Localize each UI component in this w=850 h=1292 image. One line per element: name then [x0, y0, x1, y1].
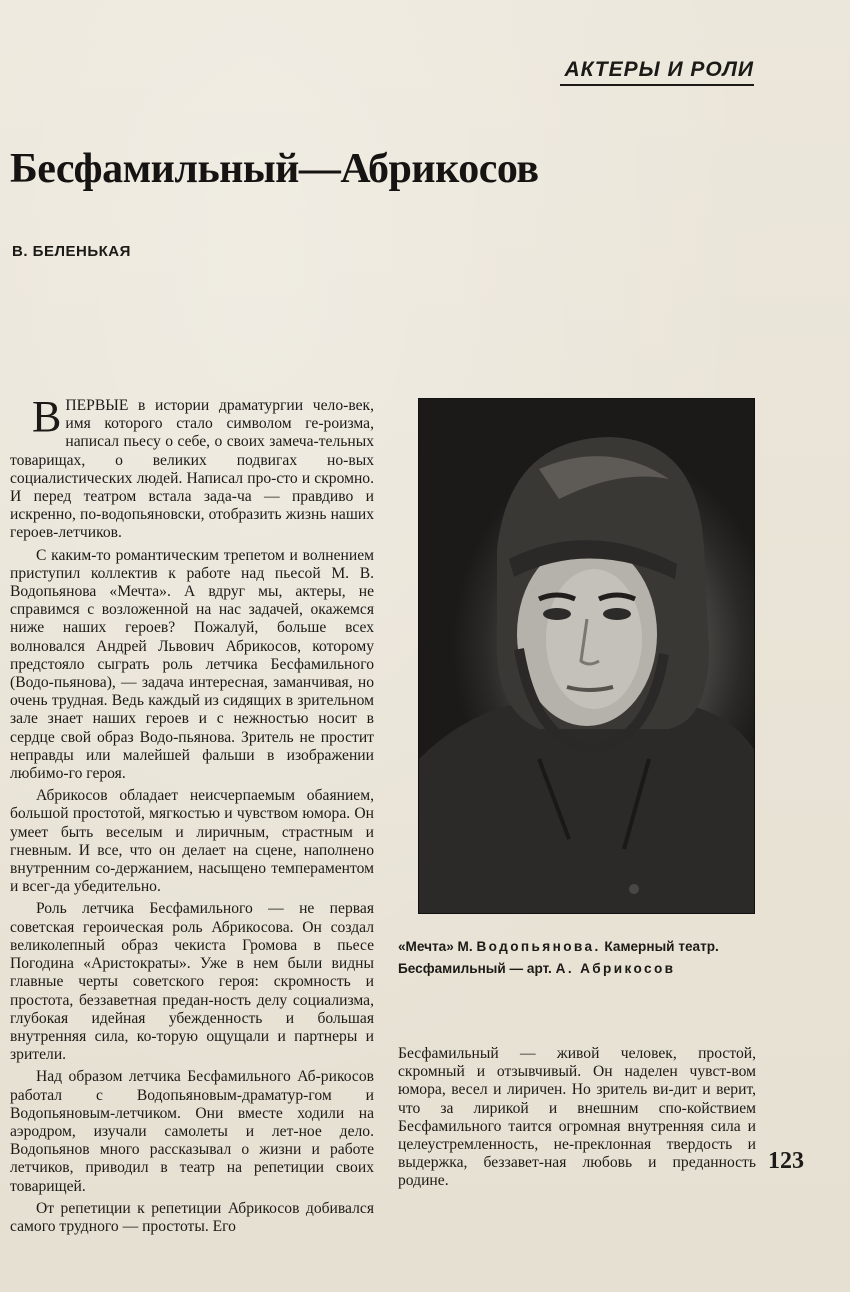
caption-playwright: Водопьянова. — [476, 939, 601, 954]
caption-theatre: Камерный театр. — [604, 939, 719, 954]
paragraph-text: ПЕРВЫЕ в истории драматургии чело-век, имя которого стало символом ге-роизма, написал пьесу о себе, о своих замеча-тельных товарищах, о великих подвигах но-вых социалистических людей. Написал про-сто и скромно. И перед театром встала зада-ча — правдиво и искренно, по-водопьяновски, отобразить жизнь наших героев-летчиков. — [10, 397, 374, 542]
section-rubric: АКТЕРЫ И РОЛИ — [560, 58, 754, 86]
photo-caption — [398, 936, 760, 980]
paragraph: От репетиции к репетиции Абрикосов добивался самого трудного — простоты. Его — [10, 1199, 374, 1235]
caption-play-title: «Мечта» М. — [398, 939, 473, 954]
caption-line-2 — [398, 958, 760, 980]
paragraph: Абрикосов обладает неисчерпаемым обаянием, большой простотой, мягкостью и чувством юмора. Он умеет быть веселым и лиричным, страстным и гневным. И все, что он делает на сцене, наполнено внутренним со-держанием, насыщено темпераментом и всег-да убедительно. — [10, 787, 374, 896]
paragraph: Над образом летчика Бесфамильного Аб-рикосов работал с Водопьяновым-драматур-гом и Водопьяновым-летчиком. Они вместе ходили на аэродром, изучали самолеты и лет-ное дело. Водопьянов много рассказывал о жизни и работе летчиков, приводил в театр на репетиции своих товарищей. — [10, 1068, 374, 1195]
portrait-illustration — [419, 399, 754, 913]
caption-line-1 — [398, 936, 760, 958]
page-number: 123 — [768, 1148, 804, 1174]
article-body-right-column — [398, 1045, 756, 1191]
caption-actor: А. Абрикосов — [555, 961, 676, 976]
article-body-left-column — [10, 392, 374, 1240]
article-title: Бесфамильный—Абрикосов — [10, 146, 539, 192]
paragraph: С каким-то романтическим трепетом и волнением приступил коллектив к работе над пьесой М. В. Водопьянова «Мечта». А вдруг мы, актеры, не справимся с возложенной на нас задачей, окажемся ниже наших героев? Пожалуй, больше всех волновался Андрей Львович Абрикосов, которому предстояло сыграть роль летчика Бесфамильного (Водо-пьянова), — задача интересная, заманчивая, но очень трудная. Ведь каждый из сидящих в зрительном зале знает наших героев и с нежностью носит в сердце свой образ Водо-пьянова. Зритель не простит неправды или малейшей фальши в изображении любимо-го героя. — [10, 546, 374, 783]
actor-portrait-photo — [418, 398, 755, 914]
article-author: В. БЕЛЕНЬКАЯ — [12, 243, 131, 260]
drop-cap: В — [32, 392, 62, 441]
paragraph: Роль летчика Бесфамильного — не первая советская героическая роль Абрикосова. Он создал великолепный образ чекиста Громова в пьесе Погодина «Аристократы». Уже в нем были видны главные черты советского героя: скромность и простота, беззаветная предан-ность делу социализма, глубокая идейная убежденность и большая внутренняя сила, ко-торую ощущали и партнеры и зрители. — [10, 900, 374, 1064]
caption-role: Бесфамильный — арт. — [398, 961, 552, 976]
paragraph — [10, 392, 374, 543]
paragraph: Бесфамильный — живой человек, простой, скромный и отзывчивый. Он наделен чувст-вом юмора, весел и лиричен. Но зритель ви-дит и верит, что за лирикой и внешним спо-койствием Бесфамильного таится огромная внутренняя сила и целеустремленность, не-преклонная твердость и выдержка, беззавет-ная любовь и преданность родине. — [398, 1045, 756, 1190]
